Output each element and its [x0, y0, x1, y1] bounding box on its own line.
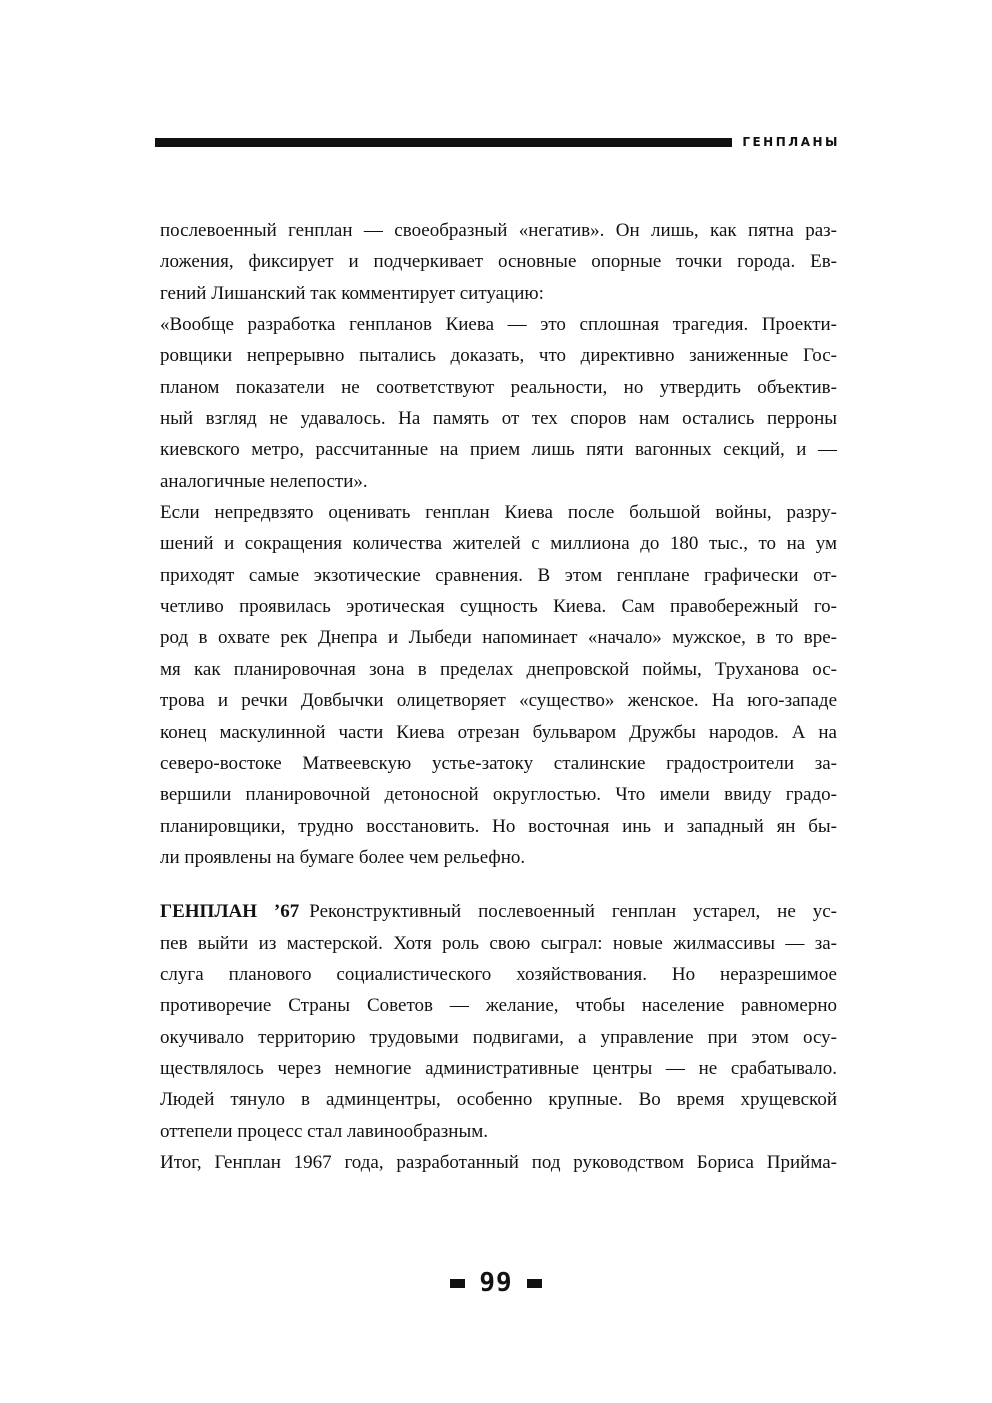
text-line: Людей тянуло в админцентры, особенно крупные. Во время хрущевской	[160, 1089, 837, 1111]
text-line: гений Лишанский так комментирует ситуацию:	[160, 282, 544, 304]
text-line: планом показатели не соответствуют реальности, но утвердить объектив-	[160, 376, 837, 398]
paragraph-3	[160, 497, 837, 873]
text-line: аналогичные нелепости».	[160, 470, 368, 492]
text-line: трова и речки Довбычки олицетворяет «существо» женское. На юго-западе	[160, 690, 837, 712]
text-line: вершили планировочной детоносной округлостью. Что имели ввиду градо-	[160, 784, 837, 806]
page-number: 99	[479, 1268, 513, 1298]
section-heading: ГЕНПЛАН ’67	[160, 901, 300, 923]
text-line: пев выйти из мастерской. Хотя роль свою сыграл: новые жилмассивы — за-	[160, 932, 837, 954]
text-line: противоречие Страны Советов — желание, чтобы население равномерно	[160, 995, 837, 1017]
footer-square-right	[527, 1279, 542, 1288]
running-head: ГЕНПЛАНЫ	[742, 135, 840, 149]
text-line: окучивало территорию трудовыми подвигами, а управление при этом осу-	[160, 1026, 837, 1048]
text-line: северо-востоке Матвеевскую устье-затоку сталинские градостроители за-	[160, 752, 837, 774]
text-line: ществлялось через немногие административные центры — не срабатывало.	[160, 1057, 837, 1079]
text-line: слуга планового социалистического хозяйствования. Но неразрешимое	[160, 963, 837, 985]
header-rule	[155, 138, 732, 147]
text-line: Если непредвзято оценивать генплан Киева после большой войны, разру-	[160, 502, 837, 524]
page-header	[155, 134, 840, 150]
text-line: мя как планировочная зона в пределах днепровской поймы, Труханова ос-	[160, 658, 837, 680]
page-footer	[0, 1268, 992, 1298]
text-line: четливо проявилась эротическая сущность Киева. Сам правобережный го-	[160, 596, 837, 618]
text-line: приходят самые экзотические сравнения. В этом генплане графически от-	[160, 564, 837, 586]
text-line: ли проявлены на бумаге более чем рельефно.	[160, 846, 526, 868]
text-line: ровщики непрерывно пытались доказать, что директивно заниженные Гос-	[160, 345, 837, 367]
text-line: послевоенный генплан — своеобразный «негатив». Он лишь, как пятна раз-	[160, 220, 837, 241]
text-line: Итог, Генплан 1967 года, разработанный под руководством Бориса Прийма-	[160, 1151, 837, 1173]
footer-square-left	[450, 1279, 465, 1288]
text-line: киевского метро, рассчитанные на прием лишь пяти вагонных секций, и —	[160, 439, 837, 461]
section-genplan-67	[160, 896, 837, 1178]
paragraph-1	[160, 215, 837, 309]
text-line: род в охвате рек Днепра и Лыбеди напоминает «начало» мужское, в то вре-	[160, 627, 837, 649]
quote-paragraph	[160, 309, 837, 497]
text-line: ложения, фиксирует и подчеркивает основные опорные точки города. Ев-	[160, 251, 837, 273]
text-line: шений и сокращения количества жителей с миллиона до 180 тыс., то на ум	[160, 533, 837, 555]
body-text	[160, 215, 837, 1178]
section-first-line	[160, 896, 837, 927]
text-line: оттепели процесс стал лавинообразным.	[160, 1120, 488, 1142]
text-line: планировщики, трудно восстановить. Но восточная инь и западный ян бы-	[160, 815, 837, 837]
section-first-line-text: Реконструктивный послевоенный генплан устарел, не ус-	[309, 901, 837, 923]
text-line: «Вообще разработка генпланов Киева — это сплошная трагедия. Проекти-	[160, 314, 837, 336]
text-line: конец маскулинной части Киева отрезан бульваром Дружбы народов. А на	[160, 721, 837, 743]
text-line: ный взгляд не удавалось. На память от тех споров нам остались перроны	[160, 408, 837, 430]
